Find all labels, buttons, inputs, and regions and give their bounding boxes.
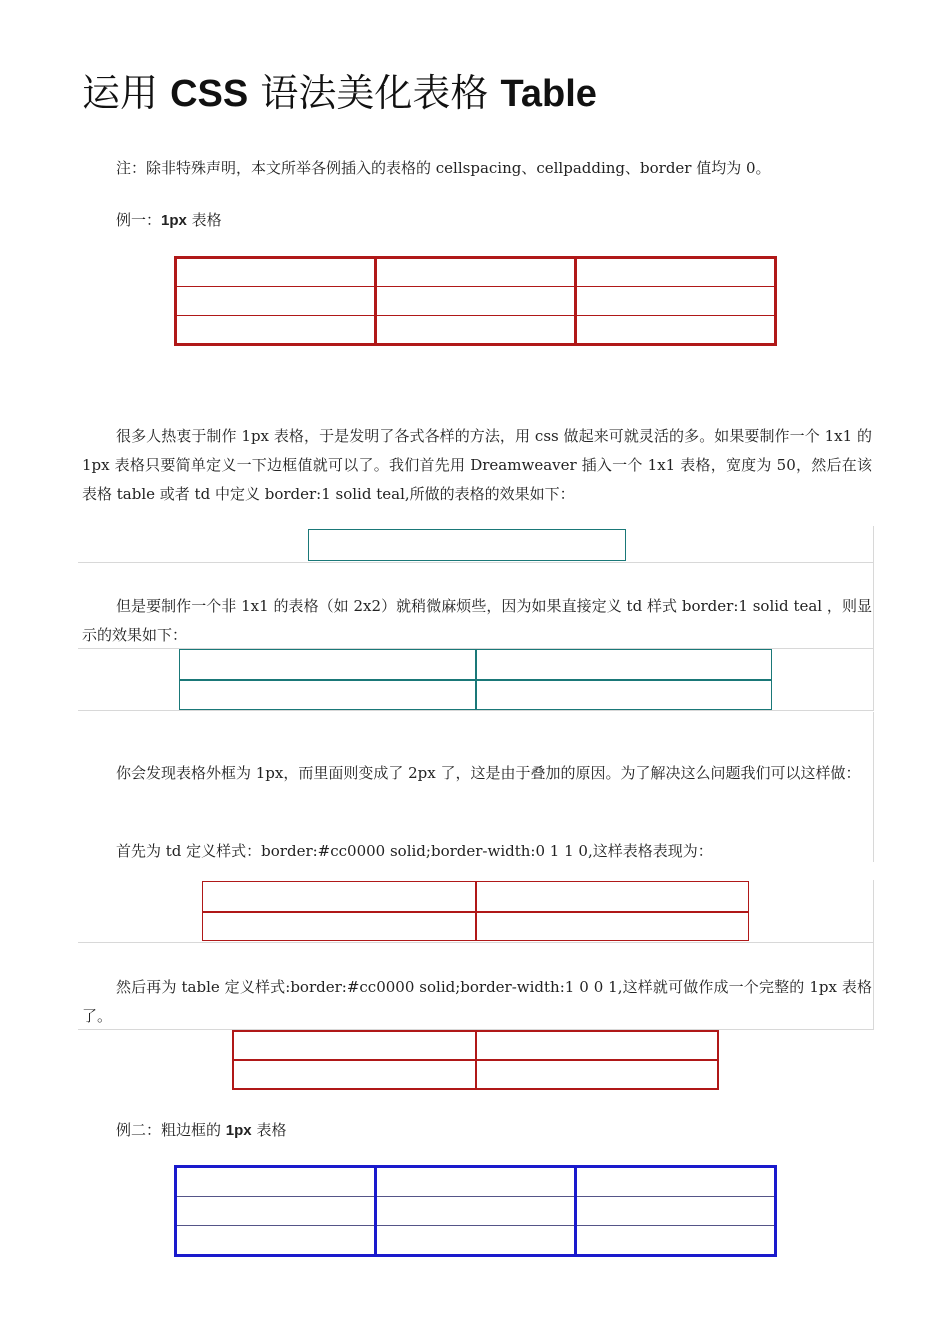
table-cell — [576, 1226, 776, 1256]
paragraph-4-text: 首先为 td 定义样式：border:#cc0000 solid;border-width:0 1 1 0,这样表格表现为： — [116, 842, 713, 860]
example1-suffix: 表格 — [191, 211, 222, 229]
table-cell — [576, 258, 776, 287]
table-cell — [576, 316, 776, 345]
table-cell — [376, 1167, 576, 1197]
frame-line — [873, 562, 874, 710]
teal-1x1-table — [308, 529, 626, 561]
table-cell — [476, 1060, 719, 1089]
table-cell — [203, 882, 476, 912]
frame-line — [873, 526, 874, 563]
note-text: 注：除非特殊声明，本文所举各例插入的表格的 cellspacing、cellpadding、border 值均为 0。 — [116, 159, 771, 177]
red-2x2-table-step2 — [232, 1030, 719, 1090]
paragraph-5 — [82, 973, 872, 1031]
paragraph-1-text: 很多人热衷于制作 1px 表格，于是发明了各式各样的方法，用 css 做起来可就灵活的多。如果要制作一个 1x1 的 1px 表格只要简单定义一下边框值就可以了。我们首先用 Dreamweaver 插入一个 1x1 表格，宽度为 50，然后在该表格 table 或者 td 中定义 border:1 solid teal,所做的表格的效果如下： — [82, 427, 872, 503]
table-cell — [376, 1226, 576, 1256]
table-cell — [233, 1031, 476, 1060]
paragraph-2-text: 但是要制作一个非 1x1 的表格（如 2x2）就稍微麻烦些，因为如果直接定义 td 样式 border:1 solid teal ，则显示的效果如下： — [82, 597, 872, 644]
frame-line — [78, 562, 874, 563]
frame-line — [78, 710, 874, 711]
example2-bold: 1px — [225, 1122, 252, 1139]
table-cell — [476, 1031, 719, 1060]
paragraph-3 — [82, 759, 872, 788]
paragraph-4 — [116, 837, 876, 866]
example2-table — [174, 1165, 777, 1257]
table-cell — [476, 650, 772, 680]
table-cell — [176, 258, 376, 287]
table-cell — [576, 1167, 776, 1197]
example2-prefix: 例二：粗边框的 — [116, 1121, 222, 1139]
table-cell — [176, 1197, 376, 1226]
paragraph-3-text: 你会发现表格外框为 1px，而里面则变成了 2px 了，这是由于叠加的原因。为了解决这么问题我们可以这样做： — [116, 764, 861, 782]
paragraph-1 — [82, 422, 872, 509]
table-cell — [176, 1167, 376, 1197]
note-paragraph — [116, 154, 896, 183]
paragraph-5-text: 然后再为 table 定义样式:border:#cc0000 solid;border-width:1 0 0 1,这样就可做作成一个完整的 1px 表格了。 — [82, 978, 872, 1025]
example1-table — [174, 256, 777, 346]
example2-suffix: 表格 — [256, 1121, 287, 1139]
table-cell — [476, 882, 749, 912]
red-2x2-table-step1 — [202, 881, 749, 941]
example1-bold: 1px — [161, 212, 187, 229]
table-cell — [180, 650, 476, 680]
table-cell — [203, 912, 476, 941]
title-css: CSS — [170, 73, 249, 115]
table-cell — [376, 1197, 576, 1226]
frame-line — [873, 880, 874, 1030]
table-cell — [576, 1197, 776, 1226]
table-cell — [176, 1226, 376, 1256]
table-cell — [576, 287, 776, 316]
teal-2x2-table — [179, 649, 772, 710]
table-cell — [376, 258, 576, 287]
table-cell — [476, 912, 749, 941]
table-cell — [176, 287, 376, 316]
table-cell — [476, 680, 772, 710]
example1-heading — [116, 206, 222, 235]
page-title — [82, 62, 597, 117]
title-prefix: 运用 — [82, 71, 159, 115]
title-table: Table — [500, 73, 597, 115]
title-middle: 语法美化表格 — [260, 71, 489, 115]
paragraph-2 — [82, 592, 872, 650]
table-cell — [233, 1060, 476, 1089]
table-cell — [376, 287, 576, 316]
frame-line — [78, 942, 874, 943]
table-cell — [176, 316, 376, 345]
table-cell — [376, 316, 576, 345]
example1-prefix: 例一： — [116, 211, 162, 229]
example2-heading — [116, 1116, 286, 1145]
table-cell — [180, 680, 476, 710]
